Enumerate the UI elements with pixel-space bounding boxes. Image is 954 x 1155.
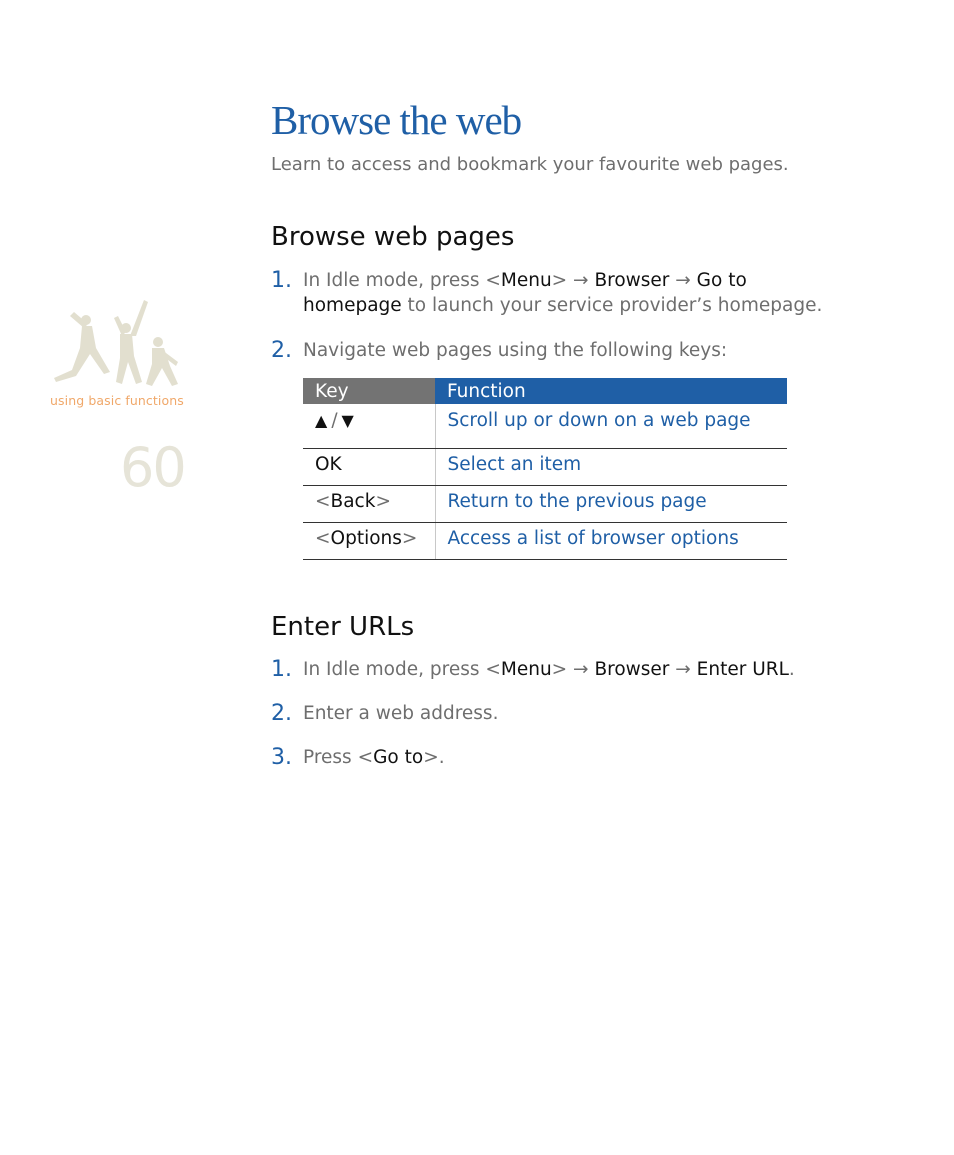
function-cell: Access a list of browser options [435, 522, 787, 559]
step-text-part: In Idle mode, press < [303, 270, 501, 291]
keys-table [303, 378, 787, 560]
bracket: > [375, 490, 391, 512]
section-label: using basic functions [50, 393, 184, 408]
key-cell [303, 485, 435, 522]
dancers-illustration [48, 296, 183, 388]
bracket: > [401, 527, 418, 549]
step-text-part: Press < [303, 747, 374, 768]
key-label: Back [330, 490, 376, 512]
step-text [303, 657, 873, 682]
step-text-part: . [788, 659, 795, 680]
step-text-part: >. [423, 747, 445, 768]
key-cell [303, 522, 435, 559]
goto-homepage-menu: homepage [303, 295, 402, 316]
goto-key: Go to [373, 747, 424, 768]
step-number: 3. [271, 745, 292, 770]
browser-menu: Browser [594, 659, 670, 680]
table-row [303, 448, 787, 485]
table-row [303, 404, 787, 448]
step-text: Enter a web address. [303, 703, 499, 724]
column-header-key: Key [303, 378, 435, 404]
table-row [303, 522, 787, 559]
arrow: > → [551, 270, 595, 291]
step-number: 1. [271, 657, 292, 682]
goto-homepage-menu: Go to [696, 270, 747, 291]
menu-key: Menu [500, 270, 552, 291]
page-intro: Learn to access and bookmark your favourite web pages. [271, 154, 789, 175]
function-cell: Select an item [435, 448, 787, 485]
step-text-part: to launch your service provider’s homepage. [401, 295, 823, 316]
bracket: < [315, 490, 331, 512]
down-arrow-icon: ▼ [341, 411, 354, 430]
arrow: > → [551, 659, 595, 680]
step-number: 2. [271, 701, 292, 726]
arrow: → [669, 270, 697, 291]
menu-key: Menu [500, 659, 552, 680]
section-heading-browse: Browse web pages [271, 222, 515, 252]
function-cell: Return to the previous page [435, 485, 787, 522]
key-cell [303, 404, 435, 448]
step-text-part: In Idle mode, press < [303, 659, 501, 680]
bracket: < [315, 527, 331, 549]
browser-menu: Browser [594, 270, 670, 291]
table-row [303, 485, 787, 522]
step-number: 1. [271, 268, 292, 293]
key-cell: OK [303, 448, 435, 485]
step-text [303, 268, 873, 318]
page-number: 60 [120, 436, 185, 499]
separator: / [331, 410, 338, 431]
section-heading-urls: Enter URLs [271, 612, 415, 642]
step-text: Navigate web pages using the following keys: [303, 340, 728, 361]
table-header-row [303, 378, 787, 404]
step-text [303, 745, 873, 770]
key-label: Options [330, 527, 402, 549]
column-header-function: Function [435, 378, 787, 404]
step-number: 2. [271, 338, 292, 363]
function-cell: Scroll up or down on a web page [435, 404, 787, 448]
enter-url-menu: Enter URL [696, 659, 789, 680]
arrow: → [669, 659, 697, 680]
up-arrow-icon: ▲ [315, 411, 328, 430]
page-title: Browse the web [271, 97, 522, 143]
